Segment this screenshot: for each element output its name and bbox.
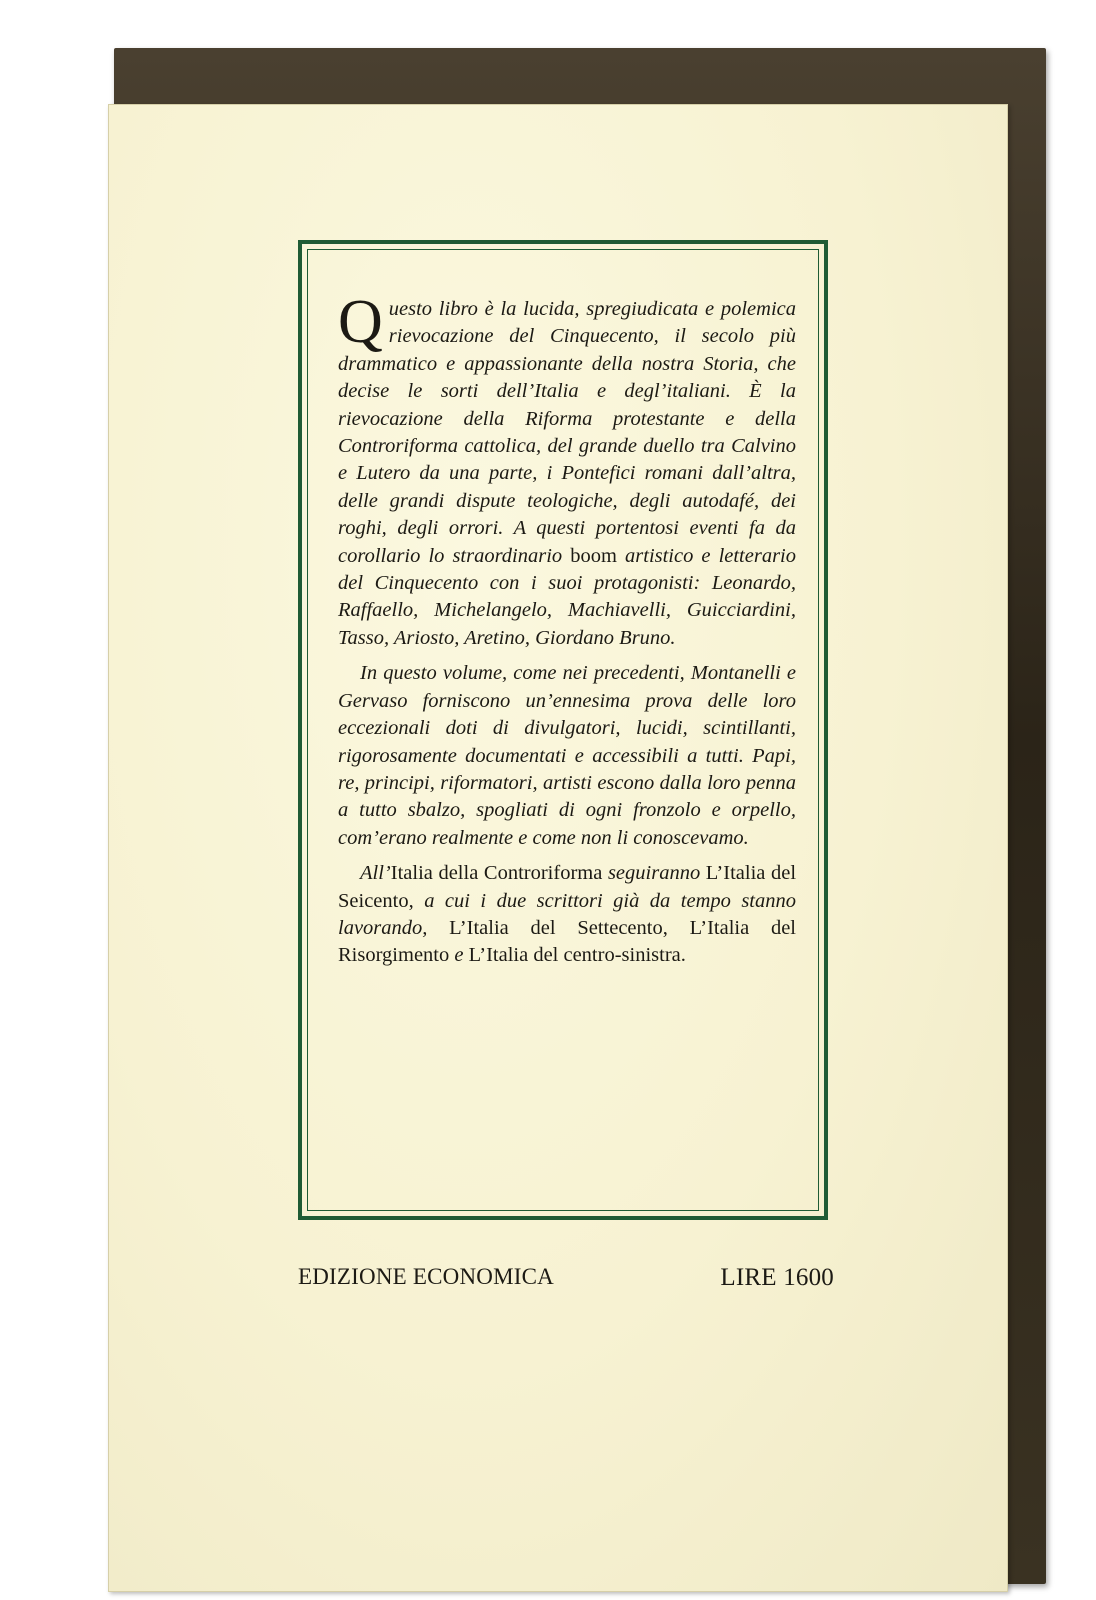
blurb-paragraph-1-text: uesto libro è la lucida, spregiudicata e polemica rievocazione del Cinquecento, il secolo più drammatico e appassionante della nostra Storia, che decise le sorti dell’Italia e degl’italiani. È la rievocazione della Riforma protestante e della Controriforma cattolica, del grande duello tra Calvino e Lutero da una parte, i Pontefici romani dall’altra, delle grandi dispute teologiche, degli autodafé, dei roghi, degli orrori. A questi portentosi eventi fa da corollario lo straordinario <box>338 298 796 567</box>
price-label: LIRE 1600 <box>720 1264 834 1291</box>
blurb-paragraph-3 <box>338 860 796 970</box>
blurb-paragraph-2: In questo volume, come nei precedenti, Montanelli e Gervaso forniscono un’ennesima prova delle loro eccezionali doti di divulgatori, lucidi, scintillanti, rigorosamente documentati e accessibili a tutti. Papi, re, principi, riformatori, artisti escono dalla loro penna a tutto sbalzo, spogliati di ogni fronzolo e orpello, com’erano realmente e come non li conoscevamo. <box>338 662 796 849</box>
series-title-seicento: L’Italia del Seicento, <box>338 862 797 912</box>
drop-cap: Q <box>338 288 383 356</box>
series-text-e: e <box>454 944 464 967</box>
blurb-word-boom: boom <box>570 544 617 567</box>
edition-label: EDIZIONE ECONOMICA <box>298 1264 554 1289</box>
blurb-paragraph-1-text-after: artistico e letterario del Cinquecento con i suoi protagonisti: Leonardo, Raffaello, Michelangelo, Machiavelli, Guicciardini, Tasso, Ariosto, Aretino, Giordano Bruno. <box>338 544 797 649</box>
series-title-settecento-risorgimento: L’Italia del Settecento, L’Italia del Risorgimento <box>338 916 796 967</box>
blurb-text <box>338 288 797 978</box>
blurb-paragraph-1 <box>338 288 797 652</box>
series-lead: All’ <box>360 862 391 885</box>
series-title-controriforma: Italia della Controriforma <box>390 862 603 885</box>
series-text-lavorando: a cui i due scrittori già da tempo stanno lavorando, <box>338 889 797 939</box>
series-title-centro-sinistra: L’Italia del centro-sinistra. <box>468 944 686 967</box>
series-text-seguiranno: seguiranno <box>607 862 701 885</box>
